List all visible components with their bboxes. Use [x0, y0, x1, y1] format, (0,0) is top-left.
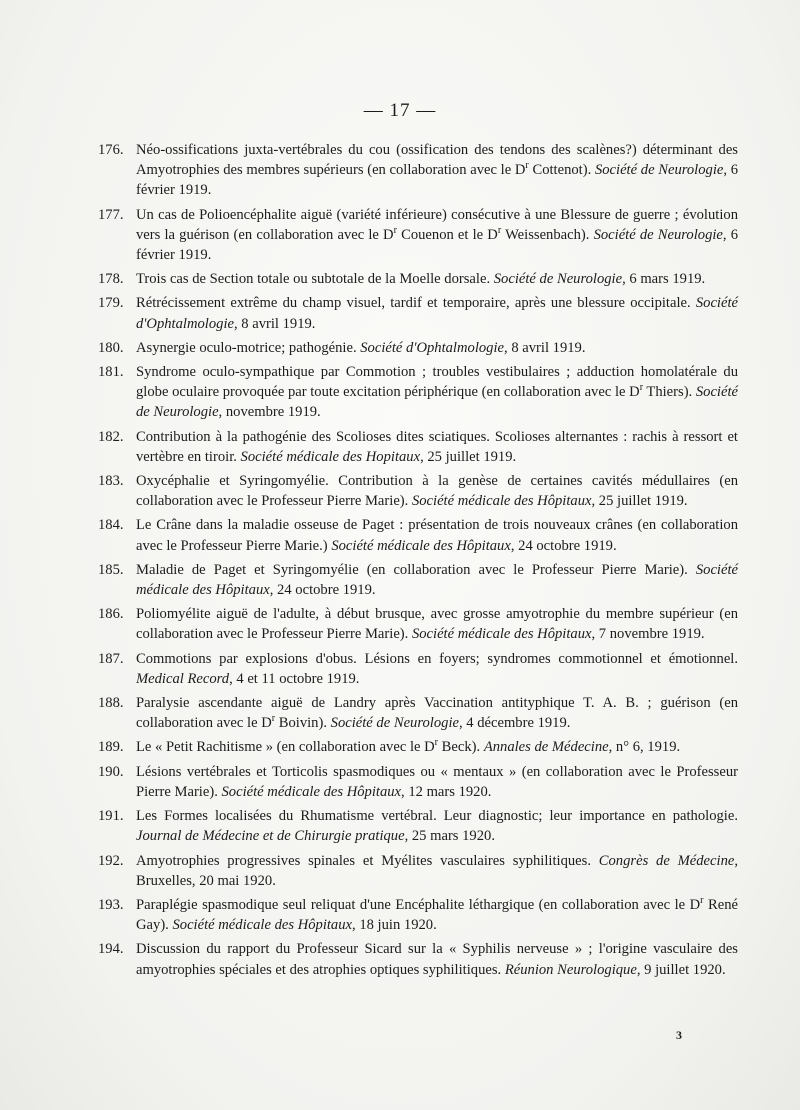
- entry-text: Un cas de Polioencéphalite aiguë (variété inférieure) consécutive à une Blessure de guerre ; évolution vers la guérison (en collaboration avec le D: [136, 206, 738, 243]
- entry-text: , 24 octobre 1919.: [269, 582, 376, 599]
- entry-text: , 12 mars 1920.: [401, 783, 492, 800]
- entry-text: , 18 juin 1920.: [352, 917, 437, 934]
- bibliography-entry: [98, 737, 738, 757]
- entry-number: 185.: [98, 561, 124, 578]
- bibliography-entry: [98, 762, 738, 802]
- entry-text: Cottenot).: [528, 162, 595, 179]
- journal-name: Société de Neurologie: [593, 226, 723, 243]
- journal-name: Medical Record: [136, 670, 230, 687]
- journal-name: Réunion Neurologique: [504, 961, 637, 978]
- entry-text: Lésions vertébrales et Torticolis spasmodiques ou « mentaux » (en collaboration avec le Professeur Pierre Marie).: [136, 763, 738, 800]
- bibliography-entry: [98, 362, 738, 423]
- journal-name: Société médicale des Hôpitaux: [331, 537, 511, 554]
- journal-name: Société de Neurologie: [493, 271, 623, 288]
- entry-text: Le « Petit Rachitisme » (en collaboration avec le D: [136, 739, 435, 756]
- entry-text: , Bruxelles, 20 mai 1920.: [136, 852, 738, 889]
- entry-text: , 9 juillet 1920.: [636, 961, 726, 978]
- entry-text: , 25 juillet 1919.: [591, 493, 688, 510]
- bibliography-entry: [98, 471, 738, 511]
- entry-text: Amyotrophies progressives spinales et Myélites vasculaires syphilitiques.: [136, 852, 599, 869]
- bibliography-entry: [98, 269, 738, 289]
- entry-text: , 6 mars 1919.: [622, 271, 706, 288]
- entry-number: 190.: [98, 763, 124, 780]
- bibliography-entry: [98, 895, 738, 935]
- bibliography-entry: [98, 293, 738, 333]
- journal-name: Société médicale des Hôpitaux: [136, 561, 738, 599]
- superscript: r: [271, 713, 276, 725]
- entry-number: 179.: [98, 295, 124, 312]
- bibliography-entry: [98, 939, 738, 979]
- entry-text: , 4 et 11 octobre 1919.: [229, 670, 360, 687]
- entry-text: Néo-ossifications juxta-vertébrales du cou (ossification des tendons des scalènes?) déterminant des Amyotrophies des membres supérieurs (en collaboration avec le D: [136, 142, 738, 179]
- entry-text: Poliomyélite aiguë de l'adulte, à début brusque, avec grosse amyotrophie du membre supérieur (en collaboration avec le Professeur Pierre Marie).: [136, 606, 738, 643]
- journal-name: Société d'Ophtalmologie: [360, 339, 505, 356]
- entry-text: , 25 juillet 1919.: [420, 448, 517, 465]
- bibliography-entry: [98, 140, 738, 201]
- bibliography-entry: [98, 806, 738, 846]
- entry-text: , 8 avril 1919.: [504, 339, 586, 356]
- entry-number: 187.: [98, 650, 124, 667]
- bibliography-entry: [98, 205, 738, 266]
- superscript: r: [700, 895, 704, 907]
- journal-name: Congrès de Médecine: [598, 852, 735, 869]
- entry-number: 191.: [98, 808, 124, 825]
- signature-mark: 3: [676, 1028, 682, 1042]
- entry-text: René Gay).: [136, 896, 738, 934]
- superscript: r: [393, 224, 397, 236]
- entry-text: , 24 octobre 1919.: [510, 537, 617, 554]
- entry-text: Maladie de Paget et Syringomyélie (en collaboration avec le Professeur Pierre Marie).: [136, 561, 696, 578]
- journal-name: Société de Neurologie: [136, 384, 738, 421]
- bibliography-entry: [98, 693, 738, 733]
- entry-number: 186.: [98, 606, 124, 623]
- journal-name: Société médicale des Hôpitaux: [411, 493, 592, 510]
- entry-number: 194.: [98, 941, 124, 958]
- journal-name: Société de Neurologie: [594, 162, 724, 179]
- entry-text: Trois cas de Section totale ou subtotale de la Moelle dorsale.: [136, 271, 494, 288]
- entry-text: Thiers).: [643, 384, 696, 401]
- superscript: r: [497, 224, 502, 236]
- entry-text: Syndrome oculo-sympathique par Commotion ; troubles vestibulaires ; adduction homolatérale du globe oculaire provoquée par toute excitation périphérique (en collaboration avec le D: [136, 364, 738, 401]
- entry-text: , 4 décembre 1919.: [458, 715, 571, 732]
- journal-name: Société de Neurologie: [330, 715, 459, 732]
- entry-number: 183.: [98, 473, 124, 490]
- journal-name: Journal de Médecine et de Chirurgie pratique: [136, 828, 405, 845]
- entry-text: Paralysie ascendante aiguë de Landry après Vaccination antityphique T. A. B. ; guérison (en collaboration avec le D: [136, 695, 738, 732]
- entry-text: Couenon et le D: [396, 226, 498, 243]
- entry-number: 178.: [98, 271, 124, 288]
- entry-number: 188.: [98, 695, 124, 712]
- entry-text: Boivin).: [275, 715, 331, 732]
- entry-text: Weissenbach).: [501, 226, 594, 243]
- entry-number: 176.: [98, 142, 124, 158]
- entry-text: Contribution à la pathogénie des Scolioses dites sciatiques. Scolioses alternantes : rachis à ressort et vertèbre en tiroir.: [136, 428, 738, 465]
- bibliography-entry: [98, 649, 738, 689]
- superscript: r: [639, 382, 644, 394]
- entry-number: 182.: [98, 428, 124, 445]
- entry-text: Le Crâne dans la maladie osseuse de Paget : présentation de trois nouveaux crânes (en collaboration avec le Professeur Pierre Marie.): [136, 517, 738, 554]
- journal-name: Société médicale des Hôpitaux: [221, 783, 402, 800]
- page-number: — 17 —: [363, 100, 437, 121]
- entry-text: Paraplégie spasmodique seul reliquat d'une Encéphalite léthargique (en collaboration avec le D: [136, 896, 701, 913]
- entry-text: Beck).: [438, 739, 484, 756]
- entry-text: , 7 novembre 1919.: [591, 626, 705, 643]
- bibliography-entry: [98, 851, 738, 891]
- bibliography-entry: [98, 560, 738, 600]
- journal-name: Société d'Ophtalmologie: [136, 295, 738, 332]
- entry-text: , n° 6, 1919.: [608, 739, 681, 756]
- entry-number: 180.: [98, 339, 124, 356]
- entry-number: 192.: [98, 852, 124, 869]
- entry-number: 193.: [98, 896, 124, 913]
- entry-text: , 6 février 1919.: [136, 226, 739, 264]
- bibliography-entry: [98, 338, 738, 358]
- journal-name: Société médicale des Hôpitaux: [172, 917, 353, 934]
- entry-number: 189.: [98, 739, 124, 756]
- journal-name: Société médicale des Hopitaux: [240, 448, 421, 465]
- journal-name: Annales de Médecine: [483, 739, 609, 756]
- entry-text: Rétrécissement extrême du champ visuel, tardif et temporaire, après une blessure occipitale.: [136, 295, 696, 312]
- entry-text: , 25 mars 1920.: [404, 828, 495, 845]
- entry-text: Asynergie oculo-motrice; pathogénie.: [136, 339, 361, 356]
- entry-text: Commotions par explosions d'obus. Lésions en foyers; syndromes commotionnel et émotionnel.: [136, 650, 738, 667]
- bibliography-entry: [98, 604, 738, 644]
- entry-text: , novembre 1919.: [218, 404, 321, 421]
- journal-name: Société médicale des Hôpitaux: [411, 626, 592, 643]
- bibliography-entry: [98, 427, 738, 467]
- entry-text: , 8 avril 1919.: [233, 315, 316, 332]
- entry-number: 184.: [98, 517, 124, 534]
- entry-text: Discussion du rapport du Professeur Sicard sur la « Syphilis nerveuse » ; l'origine vasculaire des amyotrophies spéciales et des atrophies optiques syphilitiques.: [136, 941, 738, 978]
- entry-number: 181.: [98, 364, 124, 381]
- entry-text: Les Formes localisées du Rhumatisme vertébral. Leur diagnostic; leur importance en pathologie.: [136, 808, 738, 825]
- entry-text: , 6 février 1919.: [136, 162, 738, 199]
- superscript: r: [525, 160, 529, 172]
- entry-number: 177.: [98, 206, 124, 223]
- bibliography-entry: [98, 515, 738, 555]
- superscript: r: [434, 737, 439, 749]
- bibliography-list: [98, 140, 738, 984]
- entry-text: Oxycéphalie et Syringomyélie. Contribution à la genèse de certaines cavités médullaires (en collaboration avec le Professeur Pierre Marie).: [136, 473, 738, 510]
